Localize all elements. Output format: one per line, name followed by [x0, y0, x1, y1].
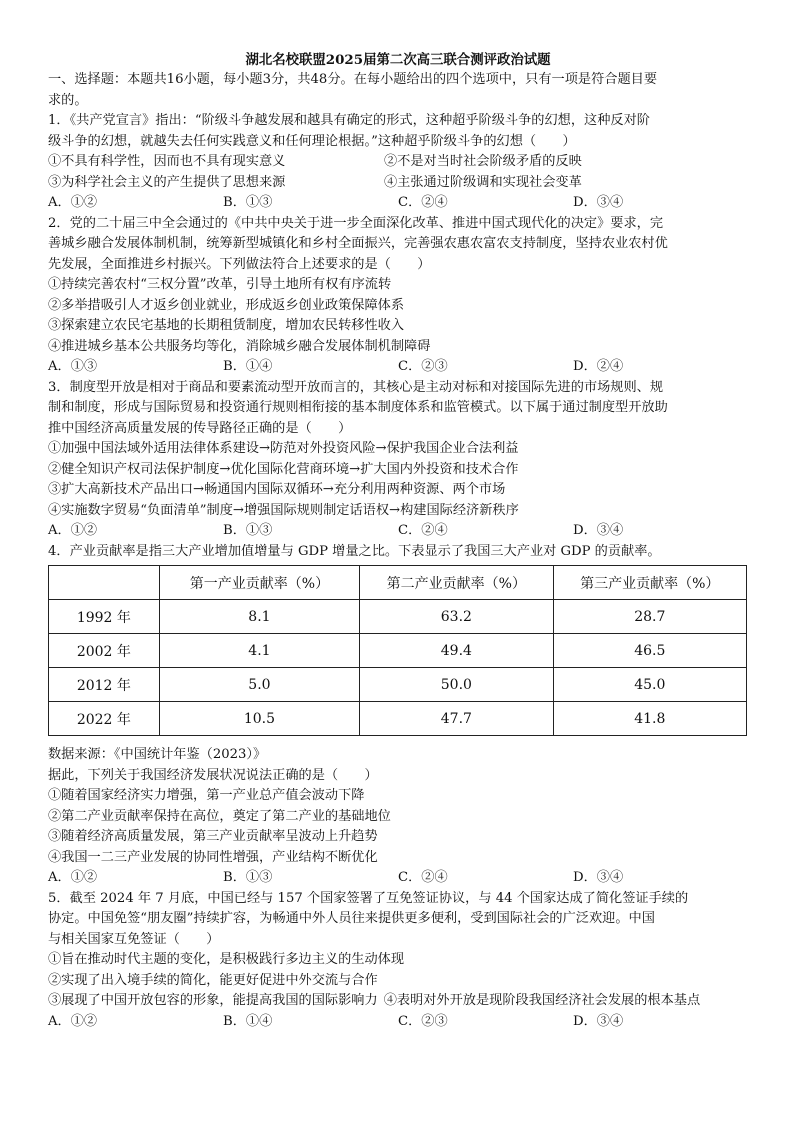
statement: ②健全知识产权司法保护制度→优化国际化营商环境→扩大国内外投资和技术合作 — [48, 461, 519, 477]
option-b[interactable]: B．①③ — [223, 870, 273, 885]
table-cell: 2002 年 — [49, 634, 160, 668]
statement: ③展现了中国开放包容的形象，能提高我国的国际影响力 — [48, 993, 378, 1008]
option-c[interactable]: C．②④ — [398, 195, 448, 210]
option-d[interactable]: D．②④ — [573, 359, 624, 374]
section-instruction: 求的。 — [48, 92, 88, 108]
statement: ①旨在推动时代主题的变化，是积极践行多边主义的生动体现 — [48, 952, 405, 967]
table-header: 第一产业贡献率（%） — [159, 566, 359, 600]
question-stem: 1．《共产党宣言》指出：“阶级斗争越发展和越具有确定的形式，这种超乎阶级斗争的幻想，这种反对阶 — [48, 113, 650, 128]
table-cell: 63.2 — [360, 600, 553, 634]
question-stem: 先发展，全面推进乡村振兴。下列做法符合上述要求的是（ ） — [48, 256, 431, 272]
question-1 — [48, 111, 748, 214]
exam-title: 湖北名校联盟2025届第二次高三联合测评政治试题 — [245, 52, 551, 68]
statement: ③探索建立农民宅基地的长期租赁制度，增加农民转移性收入 — [48, 318, 405, 333]
answer-options — [48, 521, 748, 542]
table-cell: 5.0 — [159, 668, 359, 702]
statement: ③随着经济高质量发展，第三产业贡献率呈波动上升趋势 — [48, 829, 378, 844]
data-source: 数据来源：《中国统计年鉴（2023）》 — [48, 747, 267, 762]
table-header: 第二产业贡献率（%） — [360, 566, 553, 600]
question-stem: 4．产业贡献率是指三大产业增加值增量与 GDP 增量之比。下表显示了我国三大产业对 GDP 的贡献率。 — [48, 543, 661, 559]
statement: ③扩大高新技术产品出口→畅通国内国际双循环→充分利用两种资源、两个市场 — [48, 482, 506, 497]
table-cell: 10.5 — [159, 702, 359, 736]
table-cell: 1992 年 — [49, 600, 160, 634]
statement: ②实现了出入境手续的简化，能更好促进中外交流与合作 — [48, 972, 378, 988]
option-a[interactable]: A．①② — [48, 523, 98, 538]
option-c[interactable]: C．②③ — [398, 1013, 448, 1029]
table-cell: 46.5 — [553, 634, 746, 668]
table-header — [49, 566, 160, 600]
question-3 — [48, 378, 748, 542]
statement: ④我国一二三产业发展的协同性增强，产业结构不断优化 — [48, 849, 378, 865]
statement: ②不是对当时社会阶级矛盾的反映 — [384, 154, 582, 169]
statement: ①不具有科学性，因而也不具有现实意义 — [48, 154, 286, 169]
statement: ④表明对外开放是现阶段我国经济社会发展的根本基点 — [383, 993, 701, 1008]
option-b[interactable]: B．①④ — [223, 359, 273, 374]
question-stem: 与相关国家互免签证（ ） — [48, 931, 220, 947]
option-c[interactable]: C．②④ — [398, 870, 448, 885]
contribution-table — [48, 565, 747, 736]
question-stem: 2．党的二十届三中全会通过的《中共中央关于进一步全面深化改革、推进中国式现代化的决定》要求，完 — [48, 215, 664, 231]
answer-options — [48, 868, 748, 889]
table-cell: 50.0 — [360, 668, 553, 702]
table-cell: 8.1 — [159, 600, 359, 634]
table-header-row — [49, 566, 747, 600]
answer-options — [48, 193, 748, 214]
table-cell: 28.7 — [553, 600, 746, 634]
option-a[interactable]: A．①③ — [48, 359, 98, 374]
question-stem: 级斗争的幻想，就越失去任何实践意义和任何理论根据。”这种超乎阶级斗争的幻想（ ） — [48, 133, 576, 149]
answer-options — [48, 1012, 748, 1033]
question-stem: 推中国经济高质量发展的传导路径正确的是（ ） — [48, 420, 352, 436]
option-b[interactable]: B．①③ — [223, 523, 273, 538]
answer-options — [48, 357, 748, 378]
question-stem: 3．制度型开放是相对于商品和要素流动型开放而言的，其核心是主动对标和对接国际先进的市场规则、规 — [48, 379, 664, 395]
statement-row — [48, 152, 748, 173]
question-2 — [48, 214, 748, 378]
option-d[interactable]: D．③④ — [573, 870, 624, 885]
table-cell: 45.0 — [553, 668, 746, 702]
option-d[interactable]: D．③④ — [573, 523, 624, 538]
table-row — [49, 668, 747, 702]
question-5 — [48, 889, 748, 1033]
option-c[interactable]: C．②③ — [398, 359, 448, 374]
table-cell: 47.7 — [360, 702, 553, 736]
question-stem: 善城乡融合发展体制机制，统筹新型城镇化和乡村全面振兴，完善强农惠农富农支持制度，坚持农业农村优 — [48, 236, 668, 251]
statement: ①加强中国法域外适用法律体系建设→防范对外投资风险→保护我国企业合法利益 — [48, 441, 519, 456]
question-stem: 据此，下列关于我国经济发展状况说法正确的是（ ） — [48, 767, 378, 783]
table-row — [49, 702, 747, 736]
option-d[interactable]: D．③④ — [573, 195, 624, 210]
statement: ③为科学社会主义的产生提供了思想来源 — [48, 174, 286, 190]
table-cell: 49.4 — [360, 634, 553, 668]
statement: ②多举措吸引人才返乡创业就业，形成返乡创业政策保障体系 — [48, 297, 405, 313]
question-stem: 协定。中国免签“朋友圈”持续扩容，为畅通中外人员往来提供更多便利，受到国际社会的广泛欢迎。中国 — [48, 911, 655, 926]
option-a[interactable]: A．①② — [48, 1013, 98, 1029]
option-d[interactable]: D．③④ — [573, 1013, 624, 1029]
table-cell: 2012 年 — [49, 668, 160, 702]
statement: ①持续完善农村“三权分置”改革，引导土地所有权有序流转 — [48, 277, 392, 292]
statement-row — [48, 991, 748, 1012]
table-cell: 4.1 — [159, 634, 359, 668]
statement: ④主张通过阶级调和实现社会变革 — [384, 174, 582, 190]
statement: ①随着国家经济实力增强，第一产业总产值会波动下降 — [48, 788, 365, 803]
table-row — [49, 634, 747, 668]
question-stem: 5．截至 2024 年 7 月底，中国已经与 157 个国家签署了互免签证协议，与 44 个国家达成了简化签证手续的 — [48, 890, 689, 906]
table-cell: 2022 年 — [49, 702, 160, 736]
option-a[interactable]: A．①② — [48, 870, 98, 885]
statement-row — [48, 173, 748, 194]
exam-page — [48, 50, 748, 1032]
statement: ④推进城乡基本公共服务均等化，消除城乡融合发展体制机制障碍 — [48, 338, 431, 354]
option-b[interactable]: B．①③ — [223, 195, 273, 210]
section-instruction: 一、选择题：本题共16小题，每小题3分，共48分。在每小题给出的四个选项中，只有一项是符合题目要 — [48, 72, 658, 87]
table-row — [49, 600, 747, 634]
question-stem: 制和制度，形成与国际贸易和投资通行规则相衔接的基本制度体系和监管模式。以下属于通过制度型开放助 — [48, 400, 668, 415]
option-a[interactable]: A．①② — [48, 195, 98, 210]
table-header: 第三产业贡献率（%） — [553, 566, 746, 600]
statement: ②第二产业贡献率保持在高位，奠定了第二产业的基础地位 — [48, 808, 391, 824]
option-c[interactable]: C．②④ — [398, 523, 448, 538]
question-4 — [48, 542, 748, 889]
statement: ④实施数字贸易“负面清单”制度→增强国际规则制定话语权→构建国际经济新秩序 — [48, 502, 519, 518]
table-cell: 41.8 — [553, 702, 746, 736]
option-b[interactable]: B．①④ — [223, 1013, 273, 1029]
